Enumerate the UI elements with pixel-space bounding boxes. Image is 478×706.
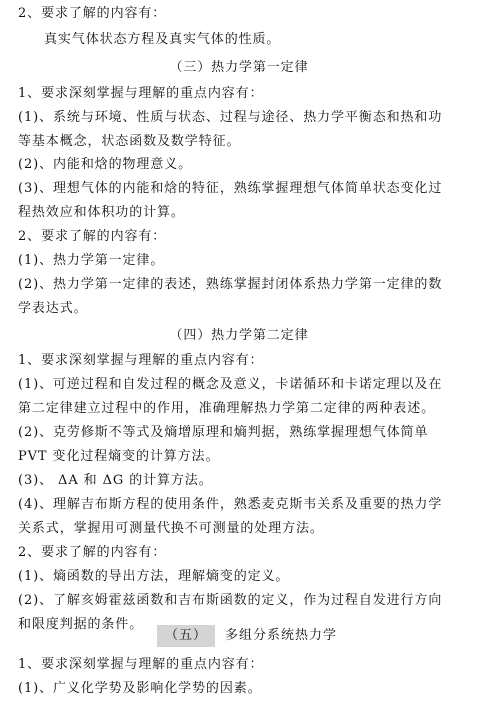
text-line: (4)、理解吉布斯方程的使用条件，熟悉麦克斯韦关系及重要的热力学: [18, 497, 443, 512]
text-line: (3)、理想气体的内能和焓的特征，熟练掌握理想气体简单状态变化过: [18, 181, 443, 196]
text-line: 等基本概念，状态函数及数学特征。: [18, 134, 241, 149]
text-line: 2、要求了解的内容有：: [18, 545, 167, 560]
section-heading: （四）热力学第二定律: [169, 328, 309, 343]
section-title: 多组分系统热力学: [225, 628, 338, 643]
text-line: 关系式，掌握用可测量代换不可测量的处理方法。: [18, 521, 324, 536]
text-line: 学表达式。: [18, 301, 88, 316]
text-line: (2)、了解亥姆霍兹函数和吉布斯函数的定义，作为过程自发进行方向: [18, 593, 443, 608]
text-line: 1、要求深刻掌握与理解的重点内容有：: [18, 657, 264, 672]
text-line: 2、要求了解的内容有：: [18, 229, 167, 244]
text-line: 程热效应和体积功的计算。: [18, 205, 185, 220]
text-line: (1)、热力学第一定律。: [18, 253, 165, 268]
text-line: (2)、热力学第一定律的表述，熟练掌握封闭体系热力学第一定律的数: [18, 277, 443, 292]
section-number-highlight: （五）: [157, 625, 215, 647]
text-line: 和限度判据的条件。: [18, 617, 144, 632]
section-heading-5: [157, 625, 337, 647]
text-line: (2)、内能和焓的物理意义。: [18, 157, 193, 172]
text-line: (3)、 ΔA 和 ΔG 的计算方法。: [18, 473, 213, 488]
text-line: 2、要求了解的内容有：: [18, 6, 167, 21]
text-line: (1)、可逆过程和自发过程的概念及意义，卡诺循环和卡诺定理以及在: [18, 377, 443, 392]
text-line: 1、要求深刻掌握与理解的重点内容有：: [18, 353, 264, 368]
text-line: (1)、系统与环境、性质与状态、过程与途径、热力学平衡态和热和功: [18, 110, 443, 125]
text-line: 第二定律建立过程中的作用，准确理解热力学第二定律的两种表述。: [18, 401, 436, 416]
text-line: 1、要求深刻掌握与理解的重点内容有：: [18, 86, 264, 101]
section-heading: （三）热力学第一定律: [169, 60, 309, 75]
text-line: 真实气体状态方程及真实气体的性质。: [44, 32, 281, 47]
text-line: (2)、克劳修斯不等式及熵增原理和熵判据，熟练掌握理想气体简单: [18, 425, 429, 440]
text-line: PVT 变化过程熵变的计算方法。: [18, 449, 220, 464]
text-line: (1)、熵函数的导出方法，理解熵变的定义。: [18, 569, 290, 584]
text-line: (1)、广义化学势及影响化学势的因素。: [18, 681, 262, 696]
